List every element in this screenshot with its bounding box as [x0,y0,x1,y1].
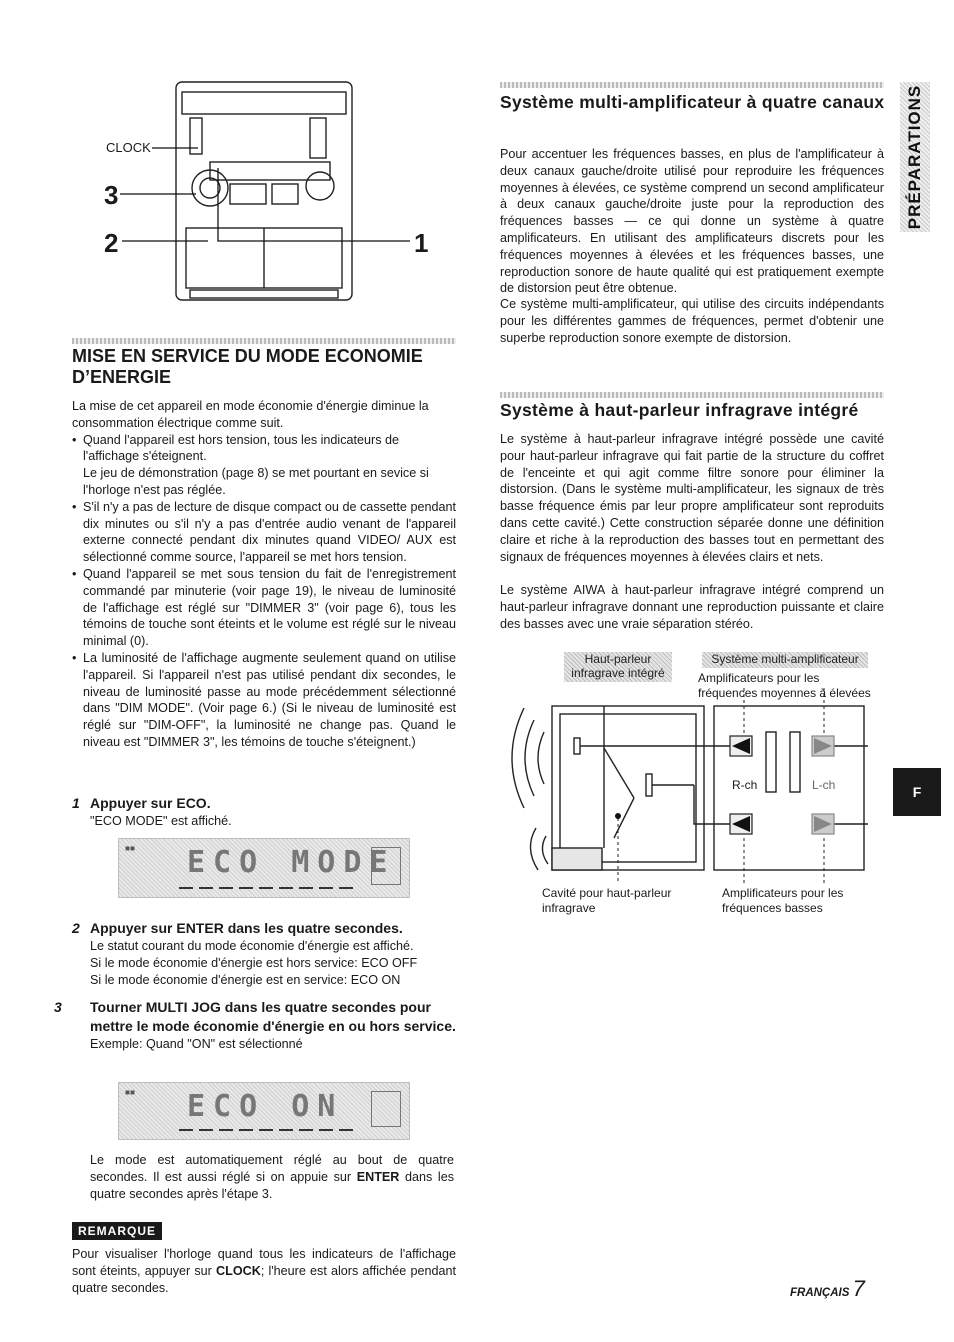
language-tab: F [893,768,941,816]
section-vertical-title [900,82,930,232]
note-bold: CLOCK [216,1263,261,1278]
page-footer [790,1276,865,1302]
note-part: ; l'heure est alors affichée pendant quatre secondes. [72,1263,456,1295]
lcd-display-eco-mode [118,838,410,898]
bullet-item: • Quand l'appareil se met sous tension du fait de l'enregistrement commandé par minuterie (voir page 19), le niveau de luminosité de l'affichage est réglé sur "DIMMER 3" (voir page 6), tous les témoins de touche sont éteints et le volume est réglé sur le niveau minimal (0). [72,566,456,650]
step-1 [72,794,456,830]
note-badge: REMARQUE [72,1222,162,1240]
bullet-item [72,432,456,499]
after-text-bold: ENTER [356,1169,400,1184]
lcd-text: ECO ON [187,1089,344,1124]
eco-intro: La mise de cet appareil en mode économie d'énergie diminue la consommation électrique comme suit. [72,399,429,430]
bullet-extra-text: Le jeu de démonstration (page 8) se met pourtant en sevice si l'horloge n'est pas réglée. [83,466,429,497]
stereo-unit-illustration [100,78,460,308]
lcd-text: ECO MODE [187,845,396,880]
footer-language: FRANÇAIS [790,1287,850,1299]
step-example: Exemple: Quand "ON" est sélectionné [90,1037,303,1051]
note-text [72,1246,456,1296]
subwoofer-heading: Système à haut-parleur infragrave intégré [500,400,859,420]
subwoofer-para1: Le système à haut-parleur infragrave intégré possède une cavité pour haut-parleur infragrave qui fait partie de la structure du coffret de l'enceinte et qui agit comme filtre sonore pour éliminer la distorsion. (Dans le système multi-amplificateur, les signaux de très basse fréquence émis par leur propre amplificateur sont reproduits dans cette cavité.) Cette construction séparée donne une définition claire et riche à la reproduction des basses tout en permettant des signaux de fréquences moyennes à élevées clairs et nets. [500,432,884,564]
lcd-dash-row [179,1129,359,1131]
after-text-part: dans les quatre secondes après l'étape 3. [90,1169,454,1201]
label-box-subwoofer: Haut-parleur infragrave intégré [564,652,672,682]
step-body: "ECO MODE" est affiché. [90,814,232,828]
step-title: Tourner MULTI JOG dans les quatre secondes pour mettre le mode économie d'énergie en ou hors service. [90,999,456,1034]
after-text-part: Le mode est automatiquement réglé au bout de quatre secondes. Il est aussi réglé si on appuie sur [90,1153,454,1184]
label-lch: L-ch [812,778,836,792]
step-line: Si le mode économie d'énergie est hors service: ECO OFF [90,955,418,970]
bullet-item: • La luminosité de l'affichage augmente seulement quand on utilise l'appareil. Si l'appareil n'est pas utilisé pendant dix secondes, le niveau de luminosité passe au mode précédemment sélectionné dans "DIM MODE". (Voir page 6.) (Si le niveau de luminosité est réglé sur "DIM-OFF", la luminosité ne change pas. Quand le niveau est "DIMMER 3", les témoins de touche s'éteignent.) [72,650,456,751]
multi-amp-heading: Système multi-amplificateur à quatre canaux [500,92,885,112]
label-box-multi-amp: Système multi-amplificateur [702,652,868,668]
multi-amp-para2: Ce système multi-amplificateur, qui utilise des circuits indépendants pour les différentes gammes de fréquences, permet d'obtenir une superbe reproduction sonore exempte de distorsion. [500,297,884,345]
step-line: Le statut courant du mode économie d'énergie est affiché. [90,939,414,953]
section-rule [72,338,456,344]
vertical-title-text: PRÉPARATIONS [905,84,924,230]
note-section [72,1222,456,1296]
lcd-window-icon [371,847,401,885]
device-figure [100,78,460,308]
label-rch: R-ch [732,778,758,792]
bullet-text: Quand l'appareil est hors tension, tous les indicateurs de l'affichage s'éteignent. [83,432,400,464]
after-step-text [90,1152,454,1202]
eco-mode-heading: MISE EN SERVICE DU MODE ECONOMIE D’ENERGIE [72,346,423,387]
step-2 [72,919,456,988]
label-1: 1 [414,228,429,258]
speaker-amp-diagram [494,648,874,920]
lcd-indicator-icon: ◼◼ [125,845,135,852]
step-title: Appuyer sur ECO. [90,795,211,811]
step-number: 2 [72,920,80,936]
section-rule [500,82,884,88]
label-2: 2 [104,228,119,258]
label-amp-low: Amplificateurs pour les fréquences basses [722,886,844,915]
step-line: Si le mode économie d'énergie est en service: ECO ON [90,972,401,987]
step-3 [54,998,456,1053]
lcd-indicator-icon: ◼◼ [125,1089,135,1096]
bullet-item: • S'il n'y a pas de lecture de disque compact ou de cassette pendant dix minutes ou s'il n'y a pas d'entrée audio venant de l'appareil externe connecté pendant dix minutes quand VIDEO/ AUX est sélectionné comme source, l'appareil se met hors tension. [72,499,456,566]
section-rule [500,392,884,398]
page-number: 7 [852,1276,865,1301]
step-number: 3 [54,999,62,1015]
lcd-dash-row [179,887,359,889]
step-title: Appuyer sur ENTER dans les quatre secondes. [90,920,403,936]
label-clock: CLOCK [106,140,151,155]
subwoofer-para2: Le système AIWA à haut-parleur infragrave intégré comprend un haut-parleur infragrave donnant une reproduction puissante et claire des basses avec une vraie séparation stéréo. [500,583,884,631]
step-number: 1 [72,795,80,811]
multi-amp-para1: Pour accentuer les fréquences basses, en plus de l'amplificateur à deux canaux gauche/droite utilisé pour reproduire les fréquences moyennes à élevées, ce système comprend un second amplificateur à deux canaux gauche/droite juste pour la reproduction des fréquences basses — ce qui donne un système à quatre amplificateurs. En utilisant des amplificateurs discrets pour les fréquences moyennes à élevées et les fréquences basses, une reproduction sonore de haute qualité qui est pratiquement exempte de distorsion peut être obtenue. [500,147,884,296]
lcd-display-eco-on [118,1082,410,1140]
eco-mode-body [72,398,456,751]
note-part: Pour visualiser l'horloge quand tous les indicateurs de l'affichage sont éteints, appuyer sur [72,1247,456,1278]
label-amp-high: Amplificateurs pour les fréquences moyennes à élevées [698,671,871,700]
label-cavity: Cavité pour haut-parleur infragrave [542,886,672,915]
lcd-window-icon [371,1091,401,1127]
label-3: 3 [104,180,119,210]
